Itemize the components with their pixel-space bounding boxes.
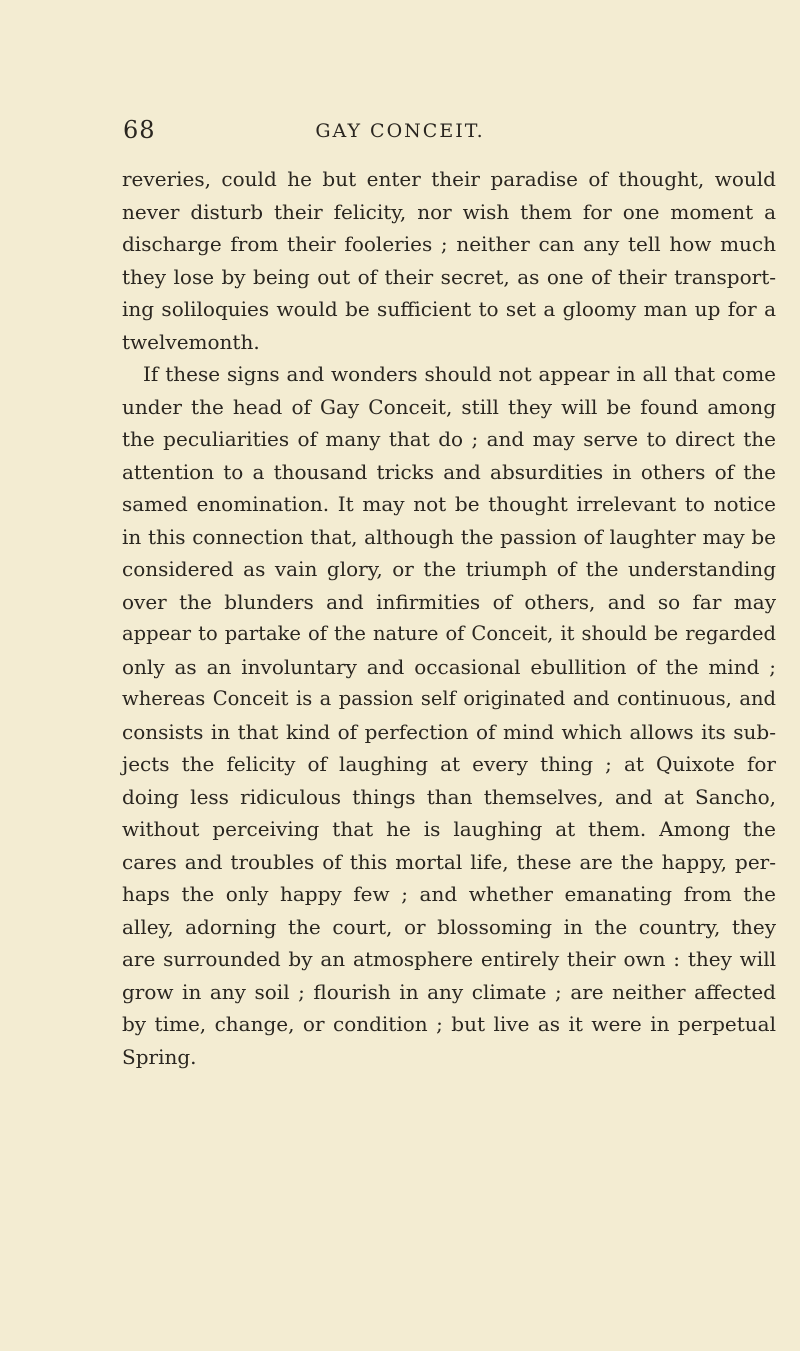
text-line: If these signs and wonders should not appear in all that come bbox=[143, 362, 776, 386]
text-line: without perceiving that he is laughing at them. Among the bbox=[122, 817, 776, 841]
text-line: discharge from their fooleries ; neither can any tell how much bbox=[122, 232, 776, 256]
text-line: haps the only happy few ; and whether emanating from the bbox=[122, 882, 776, 906]
text-line: by time, change, or condition ; but live as it were in perpetual bbox=[122, 1012, 776, 1036]
text-line: alley, adorning the court, or blossoming in the country, they bbox=[122, 914, 776, 939]
text-line: jects the felicity of laughing at every thing ; at Quixote for bbox=[122, 752, 776, 776]
text-line: twelvemonth. bbox=[122, 329, 260, 354]
text-line: reveries, could he but enter their paradise of thought, would bbox=[122, 167, 776, 191]
text-line: cares and troubles of this mortal life, these are the happy, per- bbox=[122, 849, 776, 874]
text-line: grow in any soil ; flourish in any climate ; are neither affected bbox=[122, 979, 776, 1004]
text-line: doing less ridiculous things than themselves, and at Sancho, bbox=[122, 784, 776, 809]
text-line: they lose by being out of their secret, as one of their transport- bbox=[122, 264, 776, 289]
running-title: GAY CONCEIT. bbox=[315, 120, 485, 142]
text-line: over the blunders and infirmities of others, and so far may bbox=[122, 589, 776, 614]
text-line: under the head of Gay Conceit, still they will be found among bbox=[122, 394, 776, 419]
text-line: appear to partake of the nature of Conceit, it should be regarded bbox=[122, 622, 776, 645]
text-line: the peculiarities of many that do ; and may serve to direct the bbox=[122, 427, 776, 451]
text-line: are surrounded by an atmosphere entirely their own : they will bbox=[122, 947, 776, 971]
text-line: samed enomination. It may not be thought irrelevant to notice bbox=[122, 492, 776, 516]
text-line: attention to a thousand tricks and absurdities in others of the bbox=[122, 459, 776, 484]
text-line: Spring. bbox=[122, 1044, 197, 1069]
body-text bbox=[122, 163, 776, 1073]
text-line: whereas Conceit is a passion self originated and continuous, and bbox=[122, 687, 776, 710]
text-line: only as an involuntary and occasional ebullition of the mind ; bbox=[122, 654, 776, 679]
running-head bbox=[0, 116, 800, 146]
page-number: 68 bbox=[123, 116, 156, 144]
text-line: consists in that kind of perfection of mind which allows its sub- bbox=[122, 719, 776, 744]
text-line: considered as vain glory, or the triumph of the understanding bbox=[122, 557, 776, 581]
text-line: in this connection that, although the passion of laughter may be bbox=[122, 524, 776, 549]
text-line: never disturb their felicity, nor wish them for one moment a bbox=[122, 199, 776, 224]
text-line: ing soliloquies would be sufficient to set a gloomy man up for a bbox=[122, 297, 776, 321]
